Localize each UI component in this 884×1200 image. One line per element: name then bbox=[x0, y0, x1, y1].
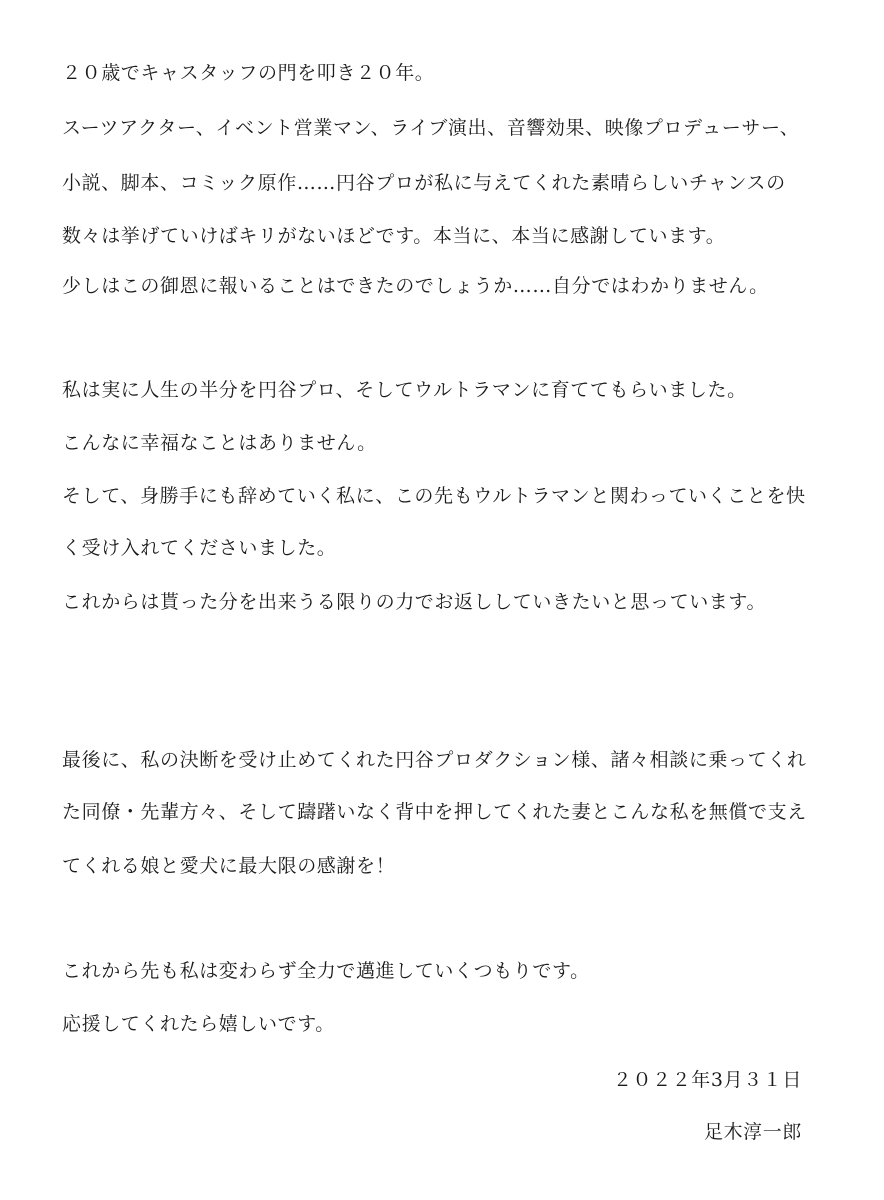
letter-line: 数々は挙げていけばキリがないほどです。本当に、本当に感謝しています。 bbox=[62, 225, 726, 247]
letter-line: スーツアクター、イベント営業マン、ライブ演出、音響効果、映像プロデューサー、 bbox=[62, 117, 800, 139]
letter-line: これからは貰った分を出来うる限りの力でお返ししていきたいと思っています。 bbox=[62, 591, 767, 613]
letter-line: てくれる娘と愛犬に最大限の感謝を！ bbox=[62, 855, 396, 877]
letter-line: ２０歳でキャスタッフの門を叩き２０年。 bbox=[62, 62, 435, 84]
letter-line: 少しはこの御恩に報いることはできたのでしょうか……自分ではわかりません。 bbox=[62, 275, 769, 297]
letter-line: た同僚・先輩方々、そして躊躇いなく背中を押してくれた妻とこんな私を無償で支え bbox=[62, 801, 807, 823]
letter-line: 私は実に人生の半分を円谷プロ、そしてウルトラマンに育ててもらいました。 bbox=[62, 379, 747, 401]
letter-line: 最後に、私の決断を受け止めてくれた円谷プロダクション様、諸々相談に乗ってくれ bbox=[62, 749, 807, 771]
letter-line: 応援してくれたら嬉しいです。 bbox=[62, 1013, 335, 1035]
letter-line: これから先も私は変わらず全力で邁進していくつもりです。 bbox=[62, 960, 590, 982]
letter-line: く受け入れてくださいました。 bbox=[62, 537, 337, 559]
letter-line: こんなに幸福なことはありません。 bbox=[62, 432, 377, 454]
letter-date: ２０２２年3月３１日 bbox=[612, 1069, 802, 1091]
letter-signature: 足木淳一郎 bbox=[703, 1121, 802, 1143]
letter-line: 小説、脚本、コミック原作……円谷プロが私に与えてくれた素晴らしいチャンスの bbox=[62, 172, 786, 194]
letter-line: そして、身勝手にも辞めていく私に、この先もウルトラマンと関わっていくことを快 bbox=[62, 485, 806, 507]
